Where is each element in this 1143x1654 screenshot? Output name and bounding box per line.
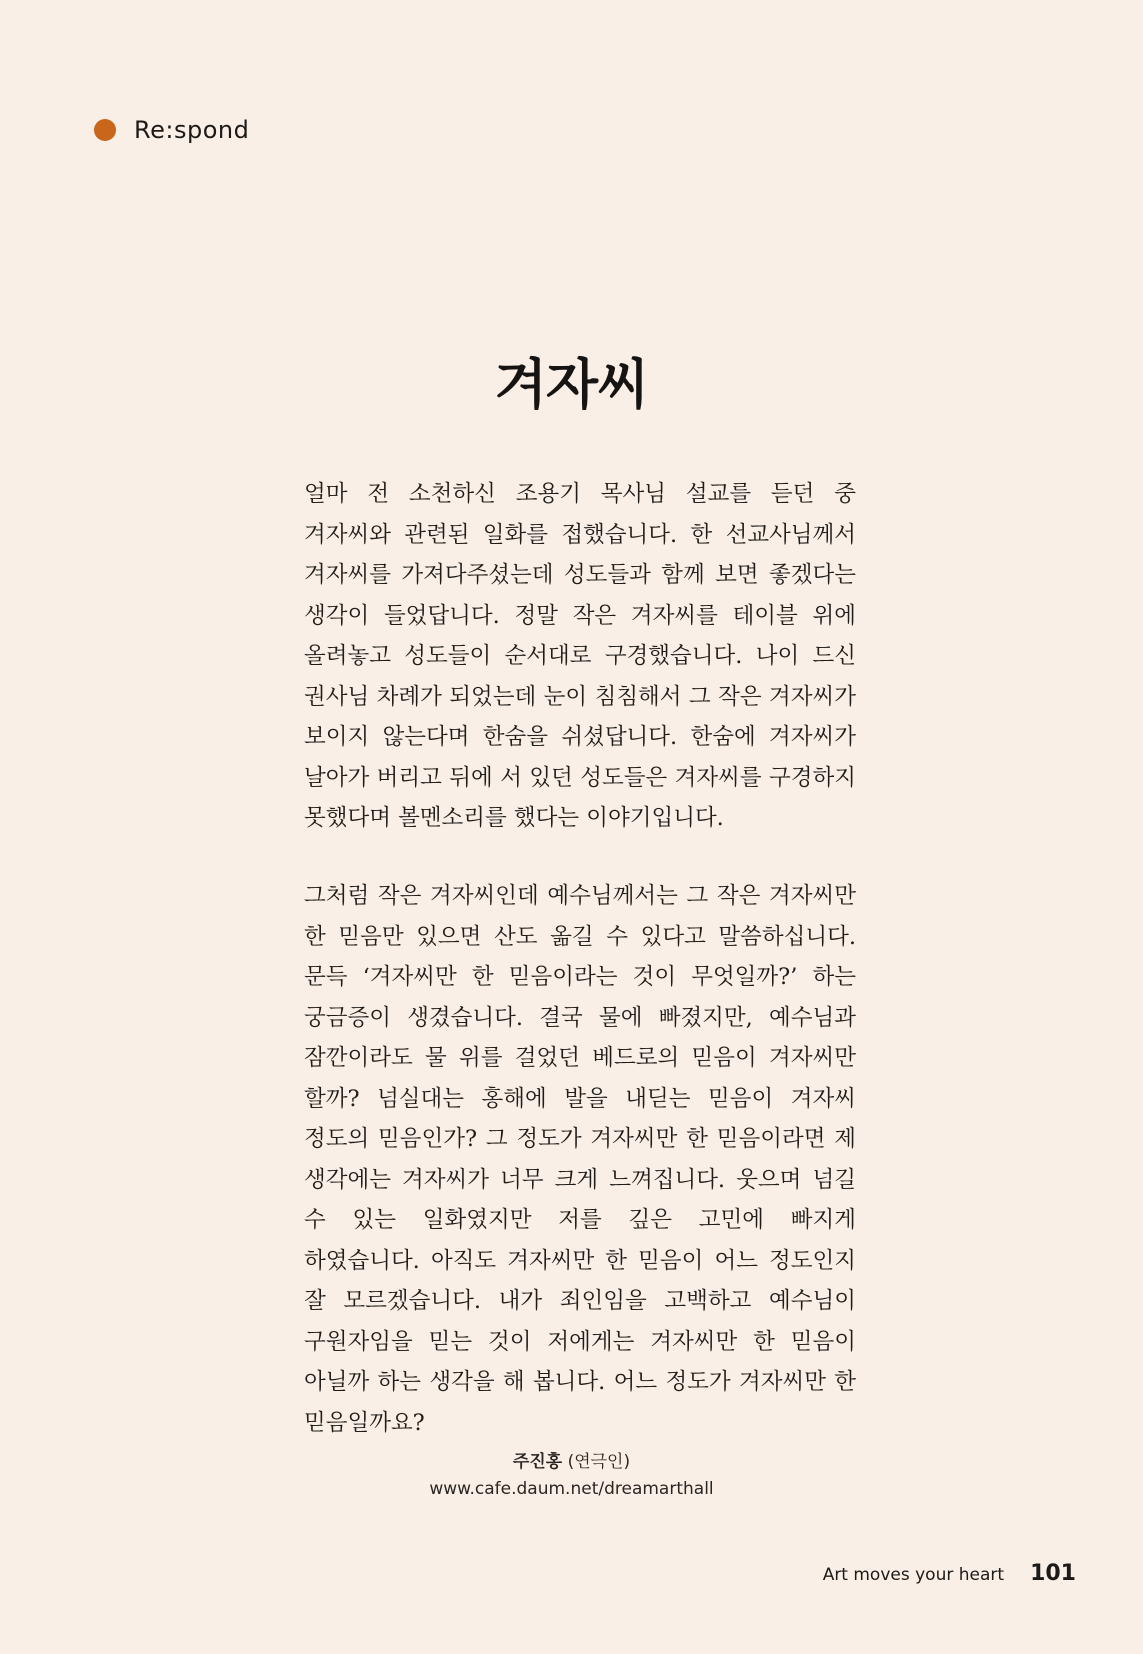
author-credit (0, 1449, 1143, 1503)
article-title: 겨자씨 (494, 353, 649, 416)
section-header (94, 110, 249, 150)
author-role: (연극인) (567, 1452, 631, 1472)
footer-slogan: Art moves your heart (822, 1565, 1005, 1585)
page-number: 101 (1030, 1561, 1076, 1586)
article-paragraph-2: 그처럼 작은 겨자씨인데 예수님께서는 그 작은 겨자씨만 한 믿음만 있으면 산도 옮길 수 있다고 말씀하십니다. 문득 ‘겨자씨만 한 믿음이라는 것이 무엇일까?’ 하는 궁금증이 생겼습니다. 결국 물에 빠졌지만, 예수님과 잠깐이라도 물 위를 걸었던 베드로의 믿음이 겨자씨만 할까? 넘실대는 홍해에 발을 내딛는 믿음이 겨자씨 정도의 믿음인가? 그 정도가 겨자씨만 한 믿음이라면 제 생각에는 겨자씨가 너무 크게 느껴집니다. 웃으며 넘길 수 있는 일화였지만 저를 깊은 고민에 빠지게 하였습니다. 아직도 겨자씨만 한 믿음이 어느 정도인지 잘 모르겠습니다. 내가 죄인임을 고백하고 예수님이 구원자임을 믿는 것이 저에게는 겨자씨만 한 믿음이 아닐까 하는 생각을 해 봅니다. 어느 정도가 겨자씨만 한 믿음일까요? (304, 883, 856, 1436)
author-url: www.cafe.daum.net/dreamarthall (429, 1479, 714, 1499)
section-bullet-icon (94, 119, 116, 141)
article-paragraph-1: 얼마 전 소천하신 조용기 목사님 설교를 듣던 중 겨자씨와 관련된 일화를 접했습니다. 한 선교사님께서 겨자씨를 가져다주셨는데 성도들과 함께 보면 좋겠다는 생각이 들었답니다. 정말 작은 겨자씨를 테이블 위에 올려놓고 성도들이 순서대로 구경했습니다. 나이 드신 권사님 차례가 되었는데 눈이 침침해서 그 작은 겨자씨가 보이지 않는다며 한숨을 쉬셨답니다. 한숨에 겨자씨가 날아가 버리고 뒤에 서 있던 성도들은 겨자씨를 구경하지 못했다며 볼멘소리를 했다는 이야기입니다. (304, 481, 856, 831)
section-label: Re:spond (134, 116, 250, 144)
author-name: 주진홍 (512, 1452, 563, 1472)
author-line (0, 1449, 1143, 1476)
page-footer (823, 1561, 1076, 1586)
